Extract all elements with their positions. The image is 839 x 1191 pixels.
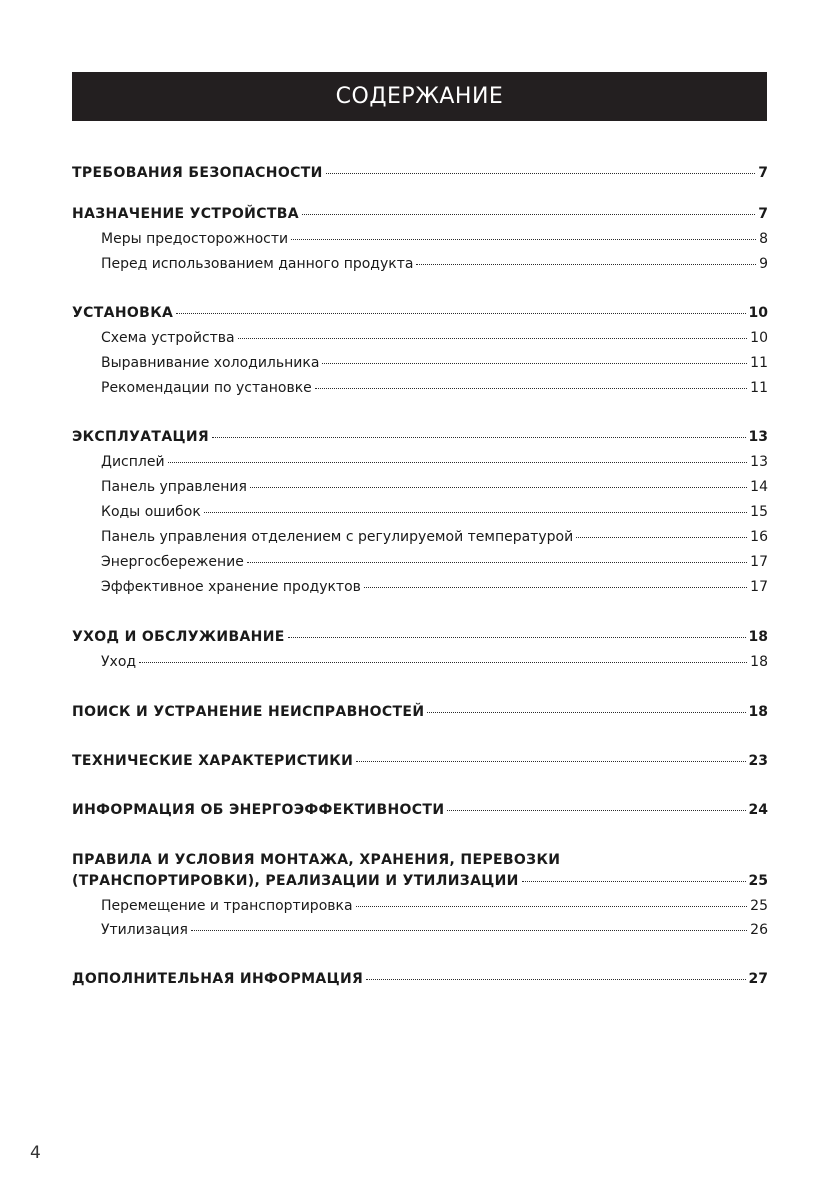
dot-leader — [291, 239, 756, 240]
toc-page-number: 13 — [750, 454, 768, 470]
toc-label: Энергосбережение — [101, 554, 244, 570]
toc-page-number: 17 — [750, 554, 768, 570]
toc-page-number: 27 — [748, 971, 768, 987]
toc-label: Панель управления — [101, 479, 247, 495]
toc-label: Панель управления отделением с регулируемой температурой — [101, 529, 574, 545]
toc-label: ПОИСК И УСТРАНЕНИЕ НЕИСПРАВНОСТЕЙ — [72, 704, 425, 720]
dot-leader — [250, 487, 747, 488]
toc-label: ИНФОРМАЦИЯ ОБ ЭНЕРГОЭФФЕКТИВНОСТИ — [72, 802, 445, 818]
toc-label: ТЕХНИЧЕСКИЕ ХАРАКТЕРИСТИКИ — [72, 753, 354, 769]
dot-leader — [356, 761, 745, 762]
toc-subentry-disposal[interactable] — [101, 921, 768, 939]
toc-label: Утилизация — [101, 922, 188, 938]
dot-leader — [139, 662, 747, 663]
toc-entry-operation[interactable] — [72, 428, 768, 446]
toc-label: НАЗНАЧЕНИЕ УСТРОЙСТВА — [72, 206, 299, 222]
toc-page-number: 25 — [748, 873, 768, 889]
dot-leader — [522, 881, 746, 882]
dot-leader — [191, 930, 747, 931]
dot-leader — [176, 313, 745, 314]
toc-page-number: 23 — [748, 753, 768, 769]
dot-leader — [447, 810, 745, 811]
toc-page-number: 16 — [750, 529, 768, 545]
dot-leader — [356, 906, 748, 907]
toc-page-number: 10 — [750, 330, 768, 346]
toc-page-number: 11 — [750, 355, 768, 371]
toc-subentry-error-codes[interactable] — [101, 503, 768, 521]
toc-page-number: 18 — [748, 704, 768, 720]
dot-leader — [204, 512, 747, 513]
dot-leader — [366, 979, 745, 980]
toc-entry-care[interactable] — [72, 628, 768, 646]
page-number: 4 — [30, 1143, 41, 1163]
toc-subentry-precautions[interactable] — [101, 230, 768, 248]
toc-label: УХОД И ОБСЛУЖИВАНИЕ — [72, 629, 285, 645]
toc-label: ДОПОЛНИТЕЛЬНАЯ ИНФОРМАЦИЯ — [72, 971, 364, 987]
toc-label: Перемещение и транспортировка — [101, 898, 353, 914]
toc-entry-installation[interactable] — [72, 304, 768, 322]
toc-label: УСТАНОВКА — [72, 305, 174, 321]
toc-label: Перед использованием данного продукта — [101, 256, 414, 272]
toc-page-number: 24 — [748, 802, 768, 818]
dot-leader — [302, 214, 755, 215]
dot-leader — [168, 462, 748, 463]
toc-subentry-storage[interactable] — [101, 578, 768, 596]
dot-leader — [315, 388, 747, 389]
toc-label: Схема устройства — [101, 330, 235, 346]
toc-page-number: 11 — [750, 380, 768, 396]
toc-page-number: 7 — [758, 206, 768, 222]
dot-leader — [427, 712, 745, 713]
toc-page-number: 18 — [750, 654, 768, 670]
toc-entry-energy-info[interactable] — [72, 801, 768, 819]
toc-label: Выравнивание холодильника — [101, 355, 320, 371]
toc-page-number: 18 — [748, 629, 768, 645]
toc-entry-purpose[interactable] — [72, 205, 768, 223]
dot-leader — [416, 264, 756, 265]
dot-leader — [238, 338, 748, 339]
toc-label: Коды ошибок — [101, 504, 201, 520]
toc-page-number: 25 — [750, 898, 768, 914]
dot-leader — [322, 363, 747, 364]
toc-label: ТРЕБОВАНИЯ БЕЗОПАСНОСТИ — [72, 165, 323, 181]
toc-label-line-1: ПРАВИЛА И УСЛОВИЯ МОНТАЖА, ХРАНЕНИЯ, ПЕРЕВОЗКИ — [72, 852, 561, 868]
toc-entry-troubleshooting[interactable] — [72, 703, 768, 721]
toc-subentry-control-panel[interactable] — [101, 478, 768, 496]
toc-subentry-install-tips[interactable] — [101, 379, 768, 397]
toc-page-number: 10 — [748, 305, 768, 321]
toc-label: Уход — [101, 654, 137, 670]
toc-page-number: 13 — [748, 429, 768, 445]
page-title: СОДЕРЖАНИЕ — [335, 84, 504, 109]
toc-page-number: 9 — [759, 256, 768, 272]
toc-page-number: 14 — [750, 479, 768, 495]
toc-page-number: 15 — [750, 504, 768, 520]
toc-subentry-before-use[interactable] — [101, 255, 768, 273]
toc-label: (ТРАНСПОРТИРОВКИ), РЕАЛИЗАЦИИ И УТИЛИЗАЦИИ — [72, 873, 519, 889]
dot-leader — [212, 437, 745, 438]
toc-subentry-care[interactable] — [101, 653, 768, 671]
dot-leader — [288, 637, 746, 638]
toc-label: Эффективное хранение продуктов — [101, 579, 361, 595]
toc-label: ЭКСПЛУАТАЦИЯ — [72, 429, 210, 445]
toc-page-number: 7 — [758, 165, 768, 181]
dot-leader — [364, 587, 747, 588]
toc-subentry-leveling[interactable] — [101, 354, 768, 372]
toc-subentry-display[interactable] — [101, 453, 768, 471]
toc-entry-rules[interactable] — [72, 872, 768, 890]
toc-entry-safety[interactable] — [72, 164, 768, 182]
toc-subentry-energy-saving[interactable] — [101, 553, 768, 571]
toc-label: Дисплей — [101, 454, 165, 470]
toc-page-number: 17 — [750, 579, 768, 595]
dot-leader — [247, 562, 747, 563]
toc-label: Рекомендации по установке — [101, 380, 312, 396]
dot-leader — [576, 537, 747, 538]
toc-subentry-adjustable-panel[interactable] — [101, 528, 768, 546]
section-header — [72, 72, 767, 121]
toc-entry-additional[interactable] — [72, 970, 768, 988]
toc-page-number: 26 — [750, 922, 768, 938]
dot-leader — [326, 173, 756, 174]
toc-subentry-scheme[interactable] — [101, 329, 768, 347]
toc-page-number: 8 — [759, 231, 768, 247]
toc-label: Меры предосторожности — [101, 231, 289, 247]
toc-entry-specs[interactable] — [72, 752, 768, 770]
toc-subentry-transport[interactable] — [101, 897, 768, 915]
